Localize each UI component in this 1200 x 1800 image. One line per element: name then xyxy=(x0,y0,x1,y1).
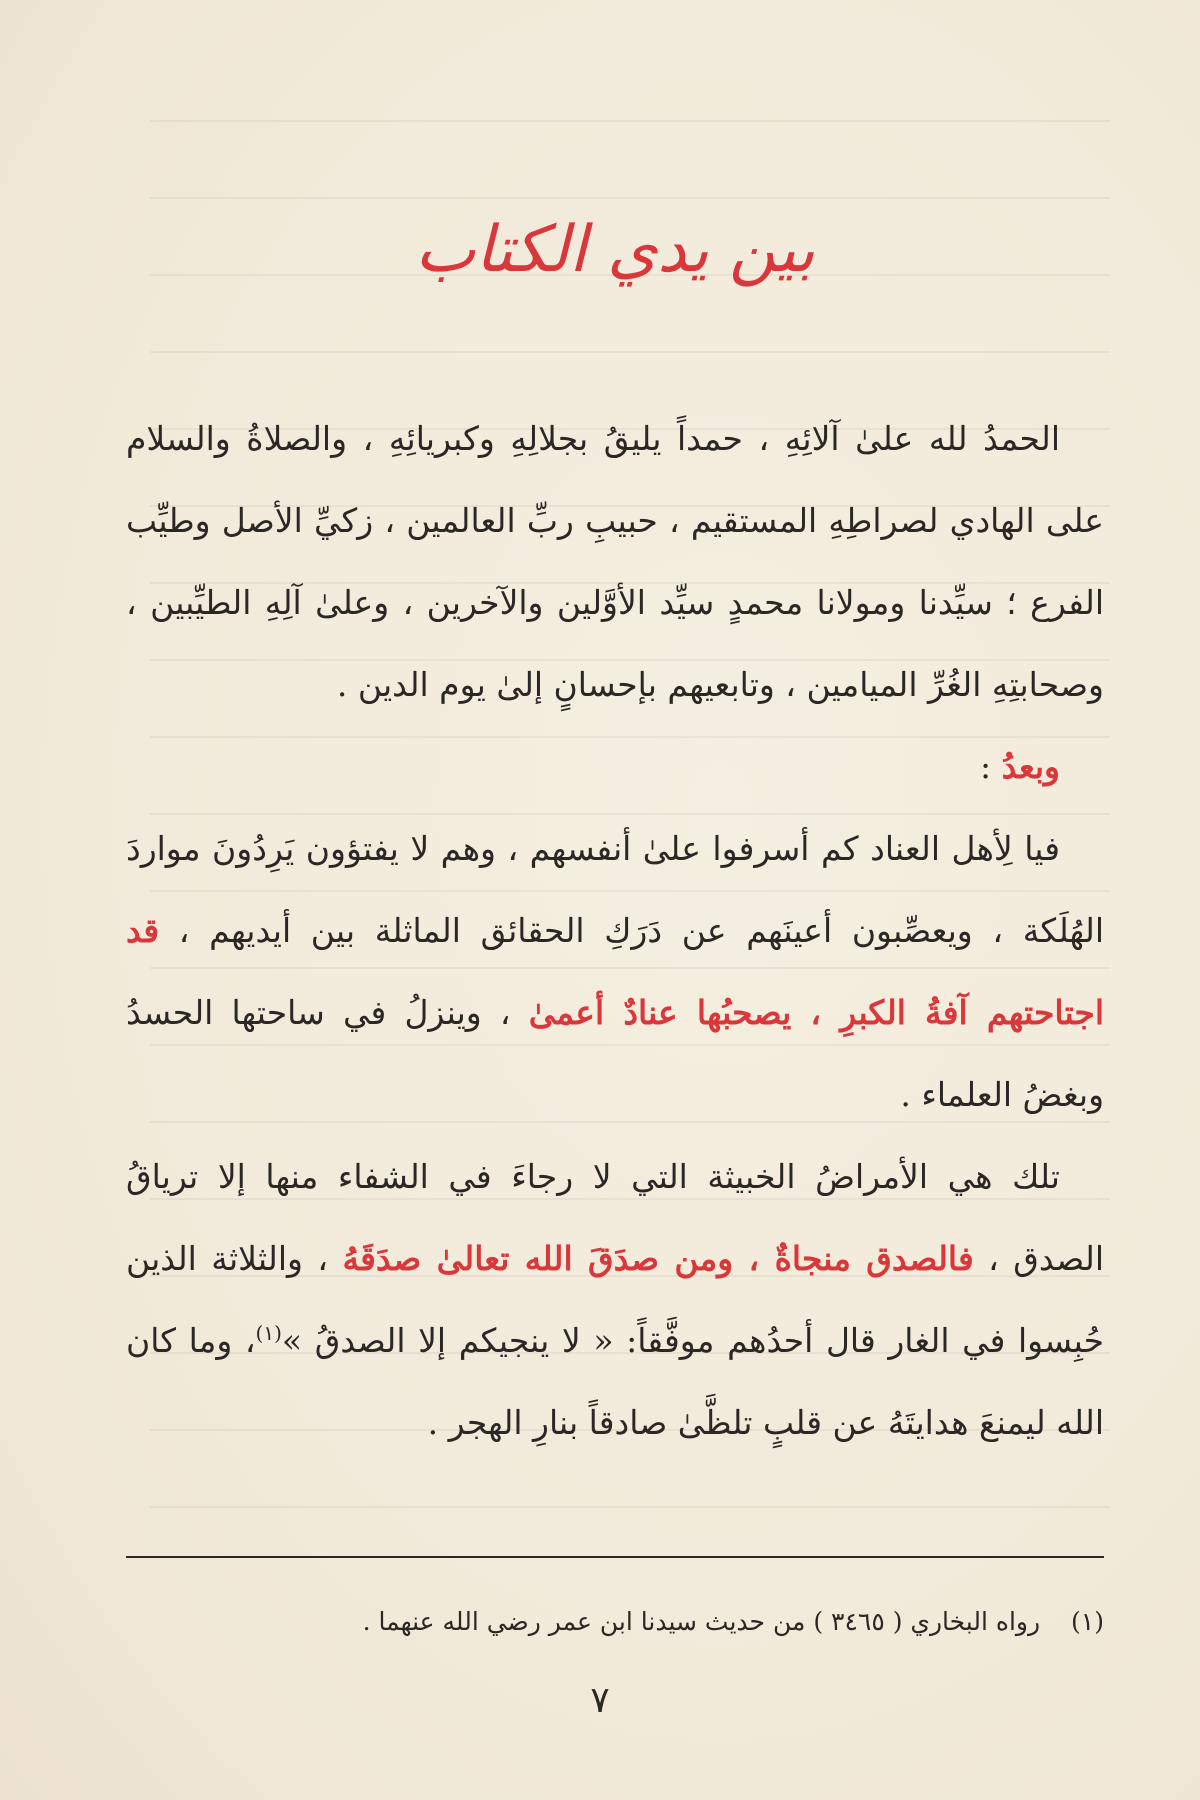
paragraph-2-after: ، وينزلُ في ساحتها الحسدُ وبغضُ العلماء . xyxy=(126,993,1104,1114)
paragraph-3-before: تلك هي الأمراضُ الخبيثة التي لا رجاءَ في الشفاء منها إلا ترياقُ الصدق ، xyxy=(126,1157,1104,1278)
footnote-number: (١) xyxy=(1071,1607,1104,1636)
section-heading xyxy=(126,726,1104,808)
page-number: ٧ xyxy=(590,1680,610,1721)
paragraph-3 xyxy=(126,1136,1104,1464)
paragraph-3-highlight: فالصدق منجاةٌ ، ومن صدَقَ الله تعالىٰ صدَقَهُ xyxy=(342,1239,974,1278)
paragraph-2-before: فيا لِأهل العناد كم أسرفوا علىٰ أنفسهم ، وهم لا يفتؤون يَرِدُونَ مواردَ الهُلَكة ، ويعصِّبون أعينَهم عن دَرَكِ الحقائق الماثلة بين أيديهم ، xyxy=(126,829,1104,950)
paragraph-1: الحمدُ لله علىٰ آلائِهِ ، حمداً يليقُ بجلالِهِ وكبريائِهِ ، والصلاةُ والسلام على الهادي لصراطِهِ المستقيم ، حبيبِ ربِّ العالمين ، زكيِّ الأصل وطيِّب الفرع ؛ سيِّدنا ومولانا محمدٍ سيِّد الأوَّلين والآخرين ، وعلىٰ آلِهِ الطيِّبين ، وصحابتِهِ الغُرِّ الميامين ، وتابعيهم بإحسانٍ إلىٰ يوم الدين . xyxy=(126,419,1104,704)
heading-colon: : xyxy=(980,747,1002,786)
footnote-reference: (١) xyxy=(255,1321,282,1345)
footnote xyxy=(126,1600,1104,1644)
footnote-divider xyxy=(126,1556,1104,1558)
paragraph-3-after: ، وما كان الله ليمنعَ هدايتَهُ عن قلبٍ تلظَّىٰ صادقاً بنارِ الهجر . xyxy=(126,1321,1104,1442)
body-text xyxy=(126,398,1104,1464)
paragraph-2-highlight: قد اجتاحتهم آفةُ الكبرِ ، يصحبُها عنادٌ أعمىٰ xyxy=(126,911,1104,1032)
footnote-text: رواه البخاري ( ٣٤٦٥ ) من حديث سيدنا ابن عمر رضي الله عنهما . xyxy=(362,1607,1041,1636)
paragraph-2 xyxy=(126,808,1104,1136)
chapter-title: بين يدي الكتاب xyxy=(415,213,815,287)
heading-word: وبعدُ xyxy=(1001,747,1060,786)
paragraph-3-middle: ، والثلاثة الذين حُبِسوا في الغار قال أحدُهم موفَّقاً: « لا ينجيكم إلا الصدقُ » xyxy=(126,1239,1105,1360)
